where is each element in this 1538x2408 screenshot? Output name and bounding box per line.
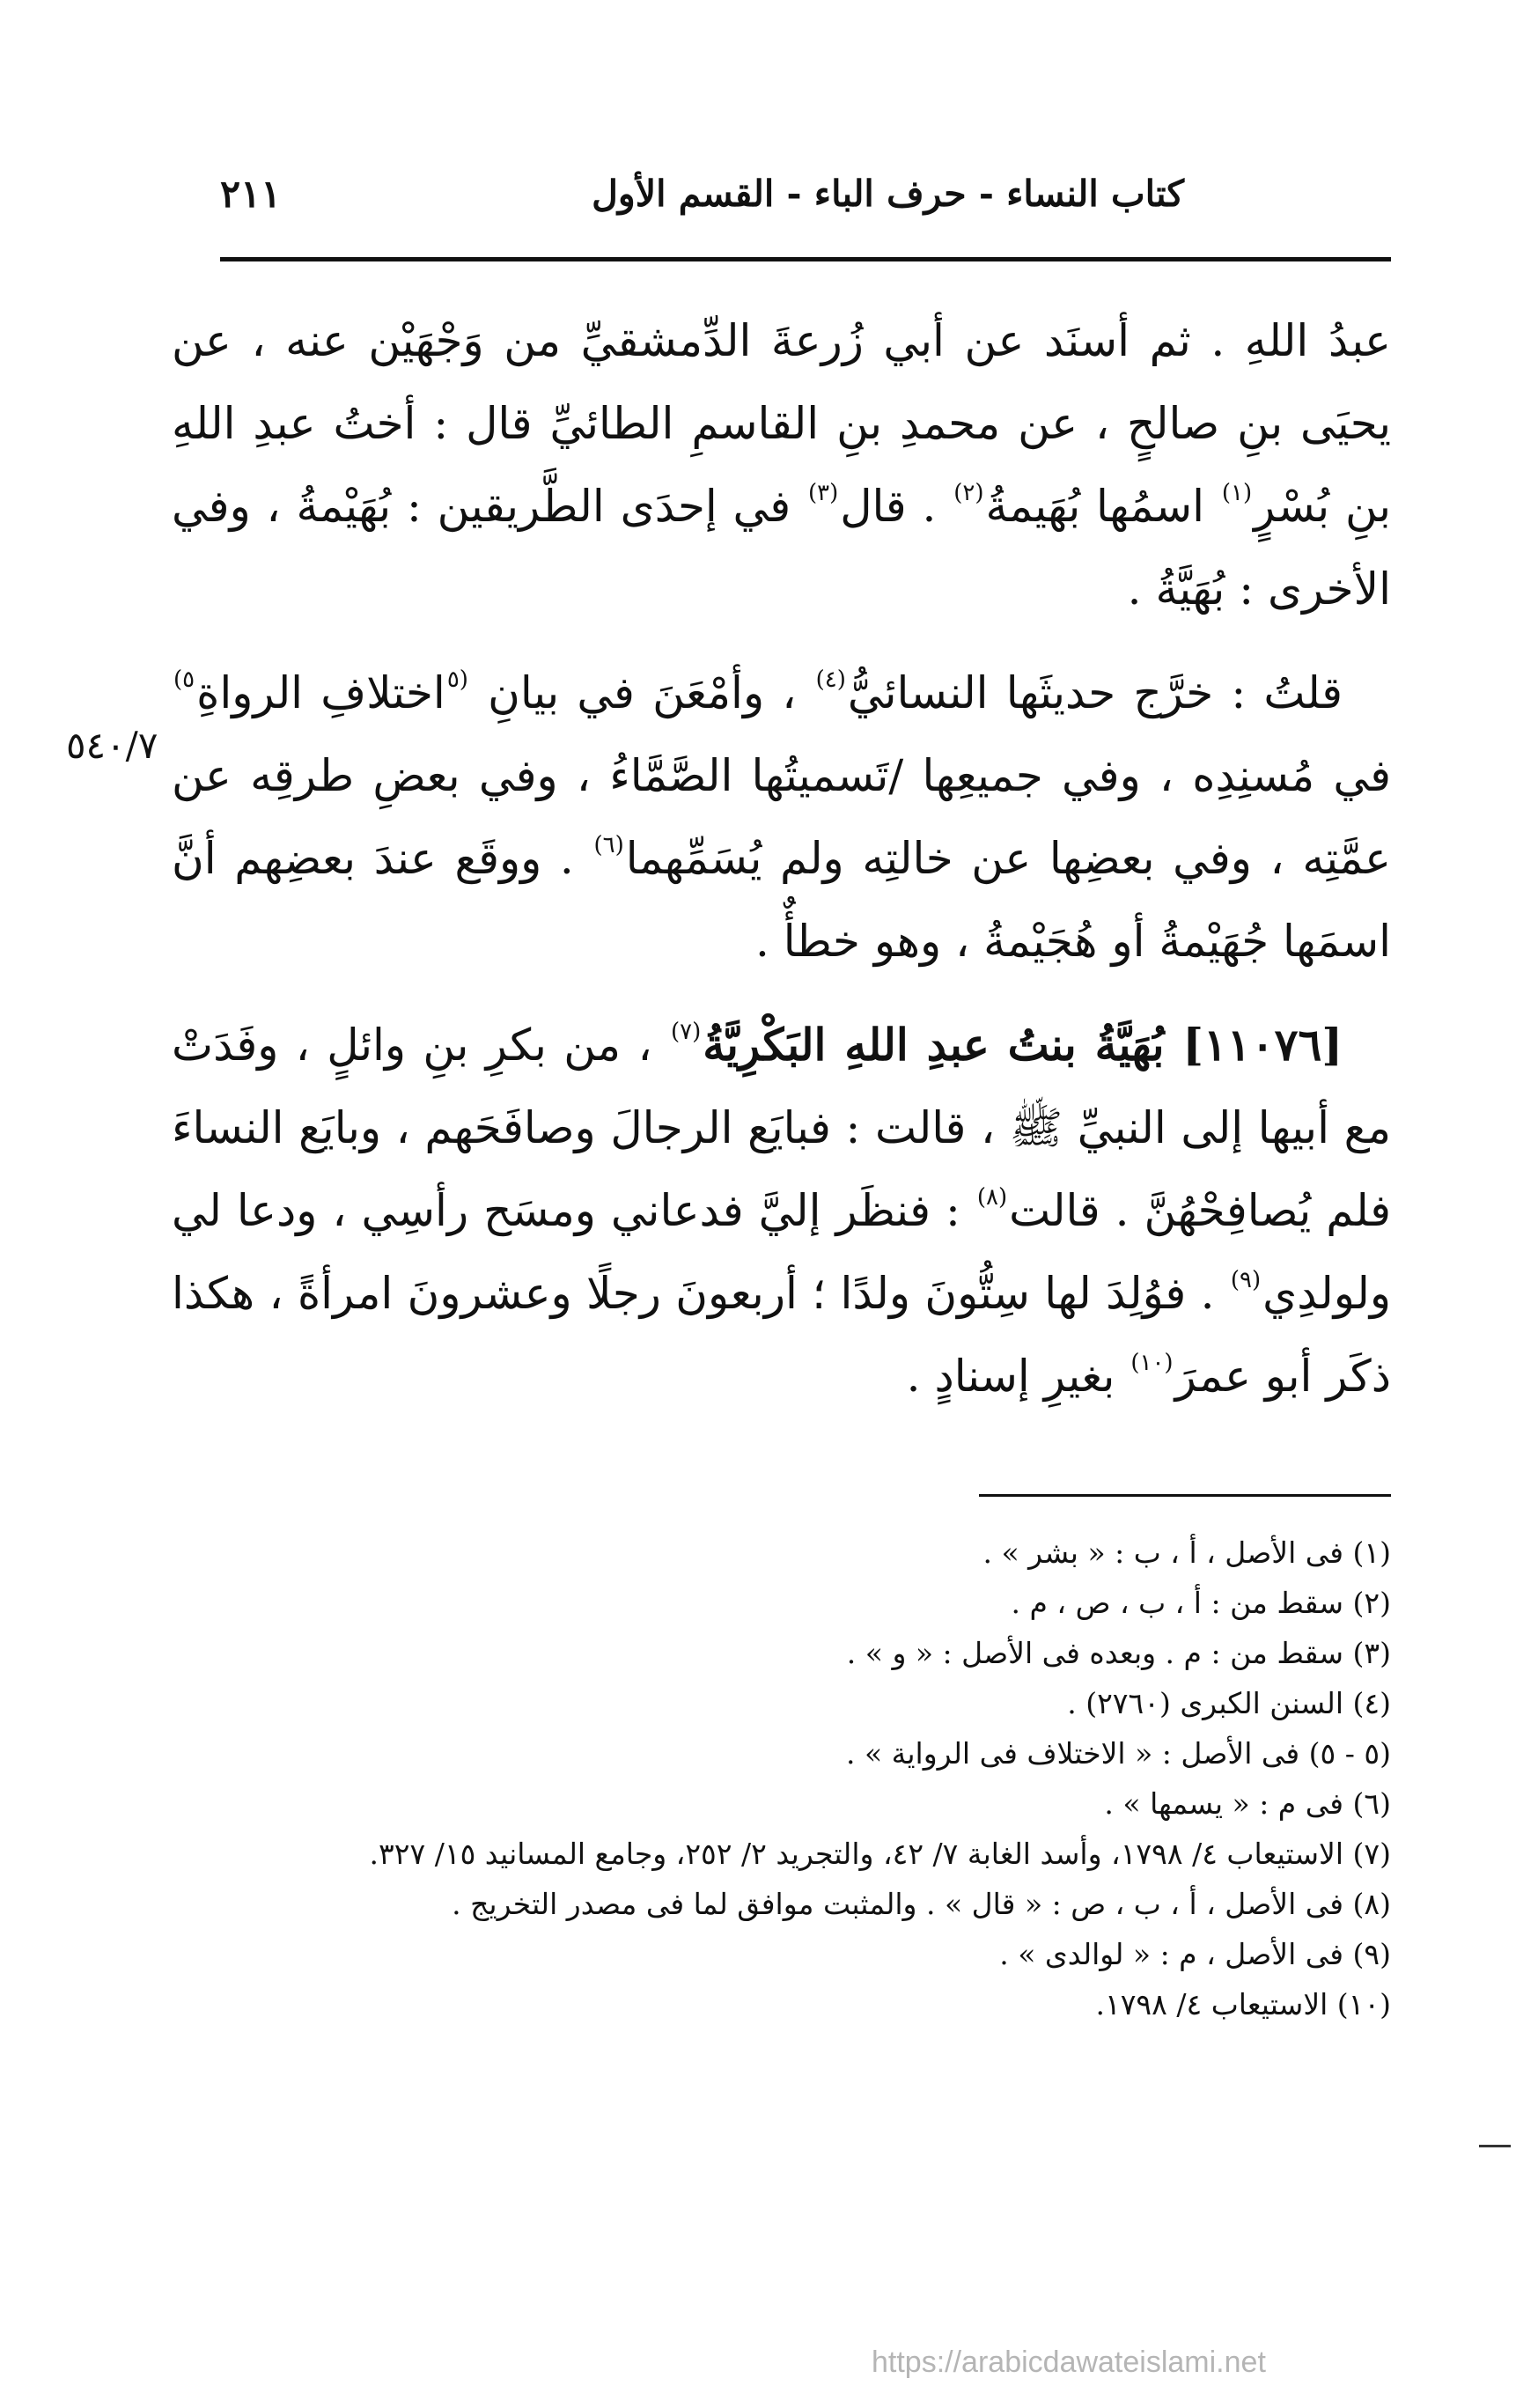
watermark-url: https://arabicdawateislami.net (872, 2345, 1266, 2379)
text-run: : فنظَر إليَّ فدعاني ومسَح رأسِي ، ودعا لي ولولدِي (172, 1185, 1391, 1319)
footnote-6: (٦) فى م : « يسمها » . (1104, 1786, 1391, 1821)
margin-reference: ٥٤٠/٧ (66, 724, 158, 767)
text-run: . قال (840, 481, 953, 532)
paragraph-3-entry (172, 1004, 1391, 1418)
paragraph-1 (172, 299, 1391, 630)
footnote-3: (٣) سقط من : م . وبعده فى الأصل : « و » . (846, 1636, 1391, 1670)
text-run: في إحدَى الطَّريقين : بُهَيْمةُ ، وفي الأخرى : بُهَيَّةُ . (172, 481, 1391, 615)
footnote-1: (١) فى الأصل ، أ ، ب : « بشر » . (982, 1535, 1391, 1570)
footnote-ref: ٥) (173, 666, 195, 693)
text-run: ، وأمْعَنَ في بيانِ (469, 667, 814, 718)
text-run: ، من بكرِ بنِ وائلٍ ، وفَدَتْ مع أبيها إلى النبيِّ ﷺ ، قالت : فبايَع الرجالَ وصافَحَهم ، وبايَع النساءَ فلم يُصافِحْهُنَّ . قالت (172, 1020, 1391, 1236)
text-run: بغيرِ إسنادٍ . (906, 1351, 1130, 1402)
footnote-ref: (٩) (1230, 1267, 1262, 1293)
footnote-ref: (٦) (593, 832, 624, 858)
text-run: اختلافِ الرواةِ (196, 667, 445, 718)
main-text (172, 299, 1391, 1439)
footnote-9: (٩) فى الأصل ، م : « لوالدى » . (999, 1937, 1391, 1971)
text-run: عبدُ اللهِ . ثم أسنَد عن أبي زُرعةَ الدِّمشقيِّ من وَجْهَيْن عنه ، عن يحيَى بنِ صالحٍ ، عن محمدِ بنِ القاسمِ الطائيِّ قال : أختُ عبدِ اللهِ بنِ بُسْرٍ (172, 315, 1391, 532)
entry-heading: [١١٠٧٦] بُهَيَّةُ بنتُ عبدِ اللهِ البَكْرِيَّةُ (703, 1019, 1343, 1071)
text-run: . فوُلِدَ لها سِتُّونَ ولدًا ؛ أربعونَ رجلًا وعشرونَ امرأةً ، هكذا ذكَر أبو عمرَ (172, 1268, 1391, 1402)
footnote-4: (٤) السنن الكبرى (٢٧٦٠) . (1067, 1686, 1391, 1720)
page-number: ٢١١ (220, 173, 282, 217)
footnote-5: (٥ - ٥) فى الأصل : « الاختلاف فى الرواية » . (846, 1736, 1391, 1771)
footnotes (172, 1528, 1391, 2029)
footnote-ref: (٣) (807, 480, 839, 506)
footnote-ref: (٥ (446, 666, 468, 693)
footnote-rule (979, 1494, 1391, 1497)
header-title: كتاب النساء - حرف الباء - القسم الأول (592, 173, 1184, 215)
text-run: في مُسنِدِه ، وفي جميعِها /تَسميتُها الصَّمَّاءُ ، وفي بعضِ طرقِه عن عمَّتِه ، وفي بعضِها عن خالتِه ولم يُسَمِّهما (172, 750, 1391, 884)
footnote-ref: (١٠) (1130, 1350, 1174, 1376)
footnote-ref: (١) (1221, 480, 1253, 506)
text-run: . ووقَع عندَ بعضِهم أنَّ اسمَها جُهَيْمةُ أو هُجَيْمةُ ، وهو خطأٌ . (172, 833, 1391, 967)
footnote-ref: (٤) (815, 666, 846, 693)
running-header (220, 173, 1391, 234)
footnote-ref: (٨) (976, 1184, 1008, 1211)
paragraph-2 (172, 652, 1391, 983)
footnote-8: (٨) فى الأصل ، أ ، ب ، ص : « قال » . والمثبت موافق لما فى مصدر التخريج . (452, 1887, 1391, 1921)
footnote-ref: (٢) (953, 480, 984, 506)
footnote-7: (٧) الاستيعاب ٤/ ١٧٩٨، وأسد الغابة ٧/ ٤٢، والتجريد ٢/ ٢٥٢، وجامع المسانيد ١٥/ ٣٢٧. (369, 1837, 1391, 1871)
footnote-2: (٢) سقط من : أ ، ب ، ص ، م . (1011, 1586, 1391, 1620)
text-run: قلتُ : خرَّج حديثَها النسائيُّ (847, 667, 1343, 718)
footnote-ref: (٧) (670, 1019, 702, 1045)
scan-mark (1479, 2145, 1511, 2147)
text-run: اسمُها بُهَيمةُ (985, 481, 1220, 532)
footnote-10: (١٠) الاستيعاب ٤/ ١٧٩٨. (1095, 1987, 1391, 2021)
header-rule (220, 257, 1391, 261)
